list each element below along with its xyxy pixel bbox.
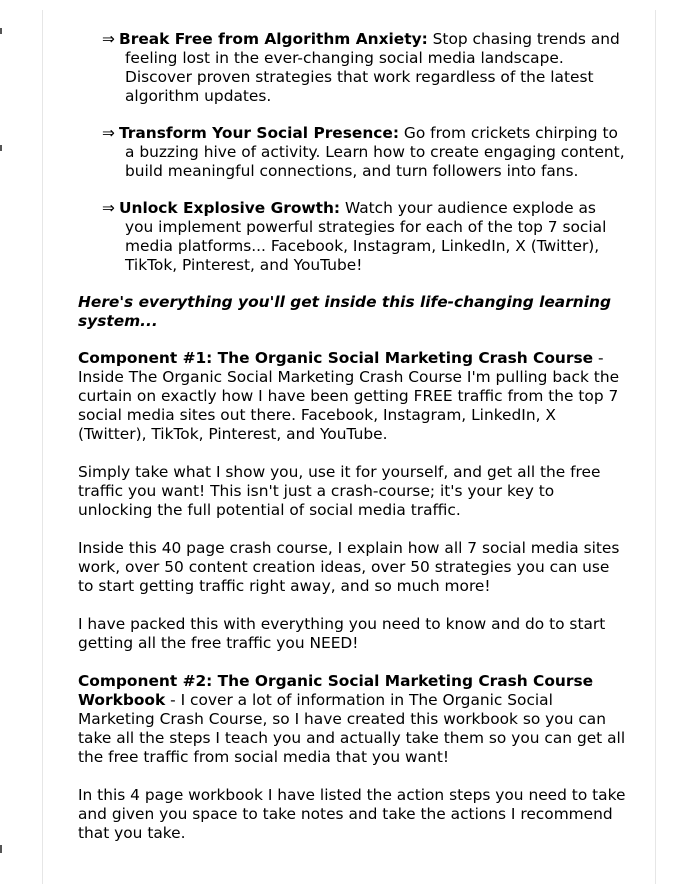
- edge-tick-mark: [0, 145, 2, 151]
- left-margin-line: [42, 10, 43, 884]
- bullet-text: Watch your audience explode as you implement powerful strategies for each of the top 7 social media platforms... Facebook, Instagram, LinkedIn, X (Twitter), TikTok, Pinterest, and YouTube!: [125, 199, 607, 274]
- component-1-title: Component #1: The Organic Social Marketing Crash Course: [78, 349, 594, 367]
- component-2-title: Component #2: The Organic Social Marketing Crash Course Workbook: [78, 672, 594, 709]
- bullet-title: Unlock Explosive Growth:: [119, 199, 341, 217]
- bullet-text: Go from crickets chirping to a buzzing hive of activity. Learn how to create engaging content, build meaningful connections, and turn followers into fans.: [125, 124, 625, 180]
- arrow-icon: ⇒: [102, 124, 115, 142]
- bullet-title: Transform Your Social Presence:: [119, 124, 400, 142]
- arrow-icon: ⇒: [102, 30, 115, 48]
- paragraph: I have packed this with everything you need to know and do to start getting all the free traffic you NEED!: [78, 615, 606, 652]
- bullet-item: [102, 124, 626, 181]
- component-2-paragraph: [78, 672, 626, 767]
- component-1-text: - Inside The Organic Social Marketing Crash Course I'm pulling back the curtain on exactly how I have been getting FREE traffic from the top 7 social media sites out there. Facebook, Instagram, LinkedIn, X (Twitter), TikTok, Pinterest, and YouTube.: [78, 349, 620, 443]
- component-1-paragraph: [78, 349, 626, 444]
- bullet-item: [102, 199, 626, 275]
- document-page: [78, 30, 626, 862]
- edge-tick-mark: [0, 28, 2, 34]
- paragraph: Inside this 40 page crash course, I explain how all 7 social media sites work, over 50 content creation ideas, over 50 strategies you can use to start getting traffic right away, and so much more!: [78, 539, 620, 595]
- bullet-item: [102, 30, 626, 106]
- bullet-text: Stop chasing trends and feeling lost in the ever-changing social media landscape. Discover proven strategies that work regardless of the latest algorithm updates.: [125, 30, 620, 105]
- section-heading: Here's everything you'll get inside this life-changing learning system...: [78, 293, 611, 330]
- bullet-title: Break Free from Algorithm Anxiety:: [119, 30, 428, 48]
- right-margin-line: [655, 10, 656, 884]
- paragraph: In this 4 page workbook I have listed the action steps you need to take and given you space to take notes and take the actions I recommend that you take.: [78, 786, 626, 842]
- paragraph: Simply take what I show you, use it for yourself, and get all the free traffic you want! This isn't just a crash-course; it's your key to unlocking the full potential of social media traffic.: [78, 463, 601, 519]
- component-2-text: - I cover a lot of information in The Organic Social Marketing Crash Course, so I have created this workbook so you can take all the steps I teach you and actually take them so you can get all the free traffic from social media that you want!: [78, 691, 626, 766]
- arrow-icon: ⇒: [102, 199, 115, 217]
- edge-tick-mark: [0, 845, 2, 853]
